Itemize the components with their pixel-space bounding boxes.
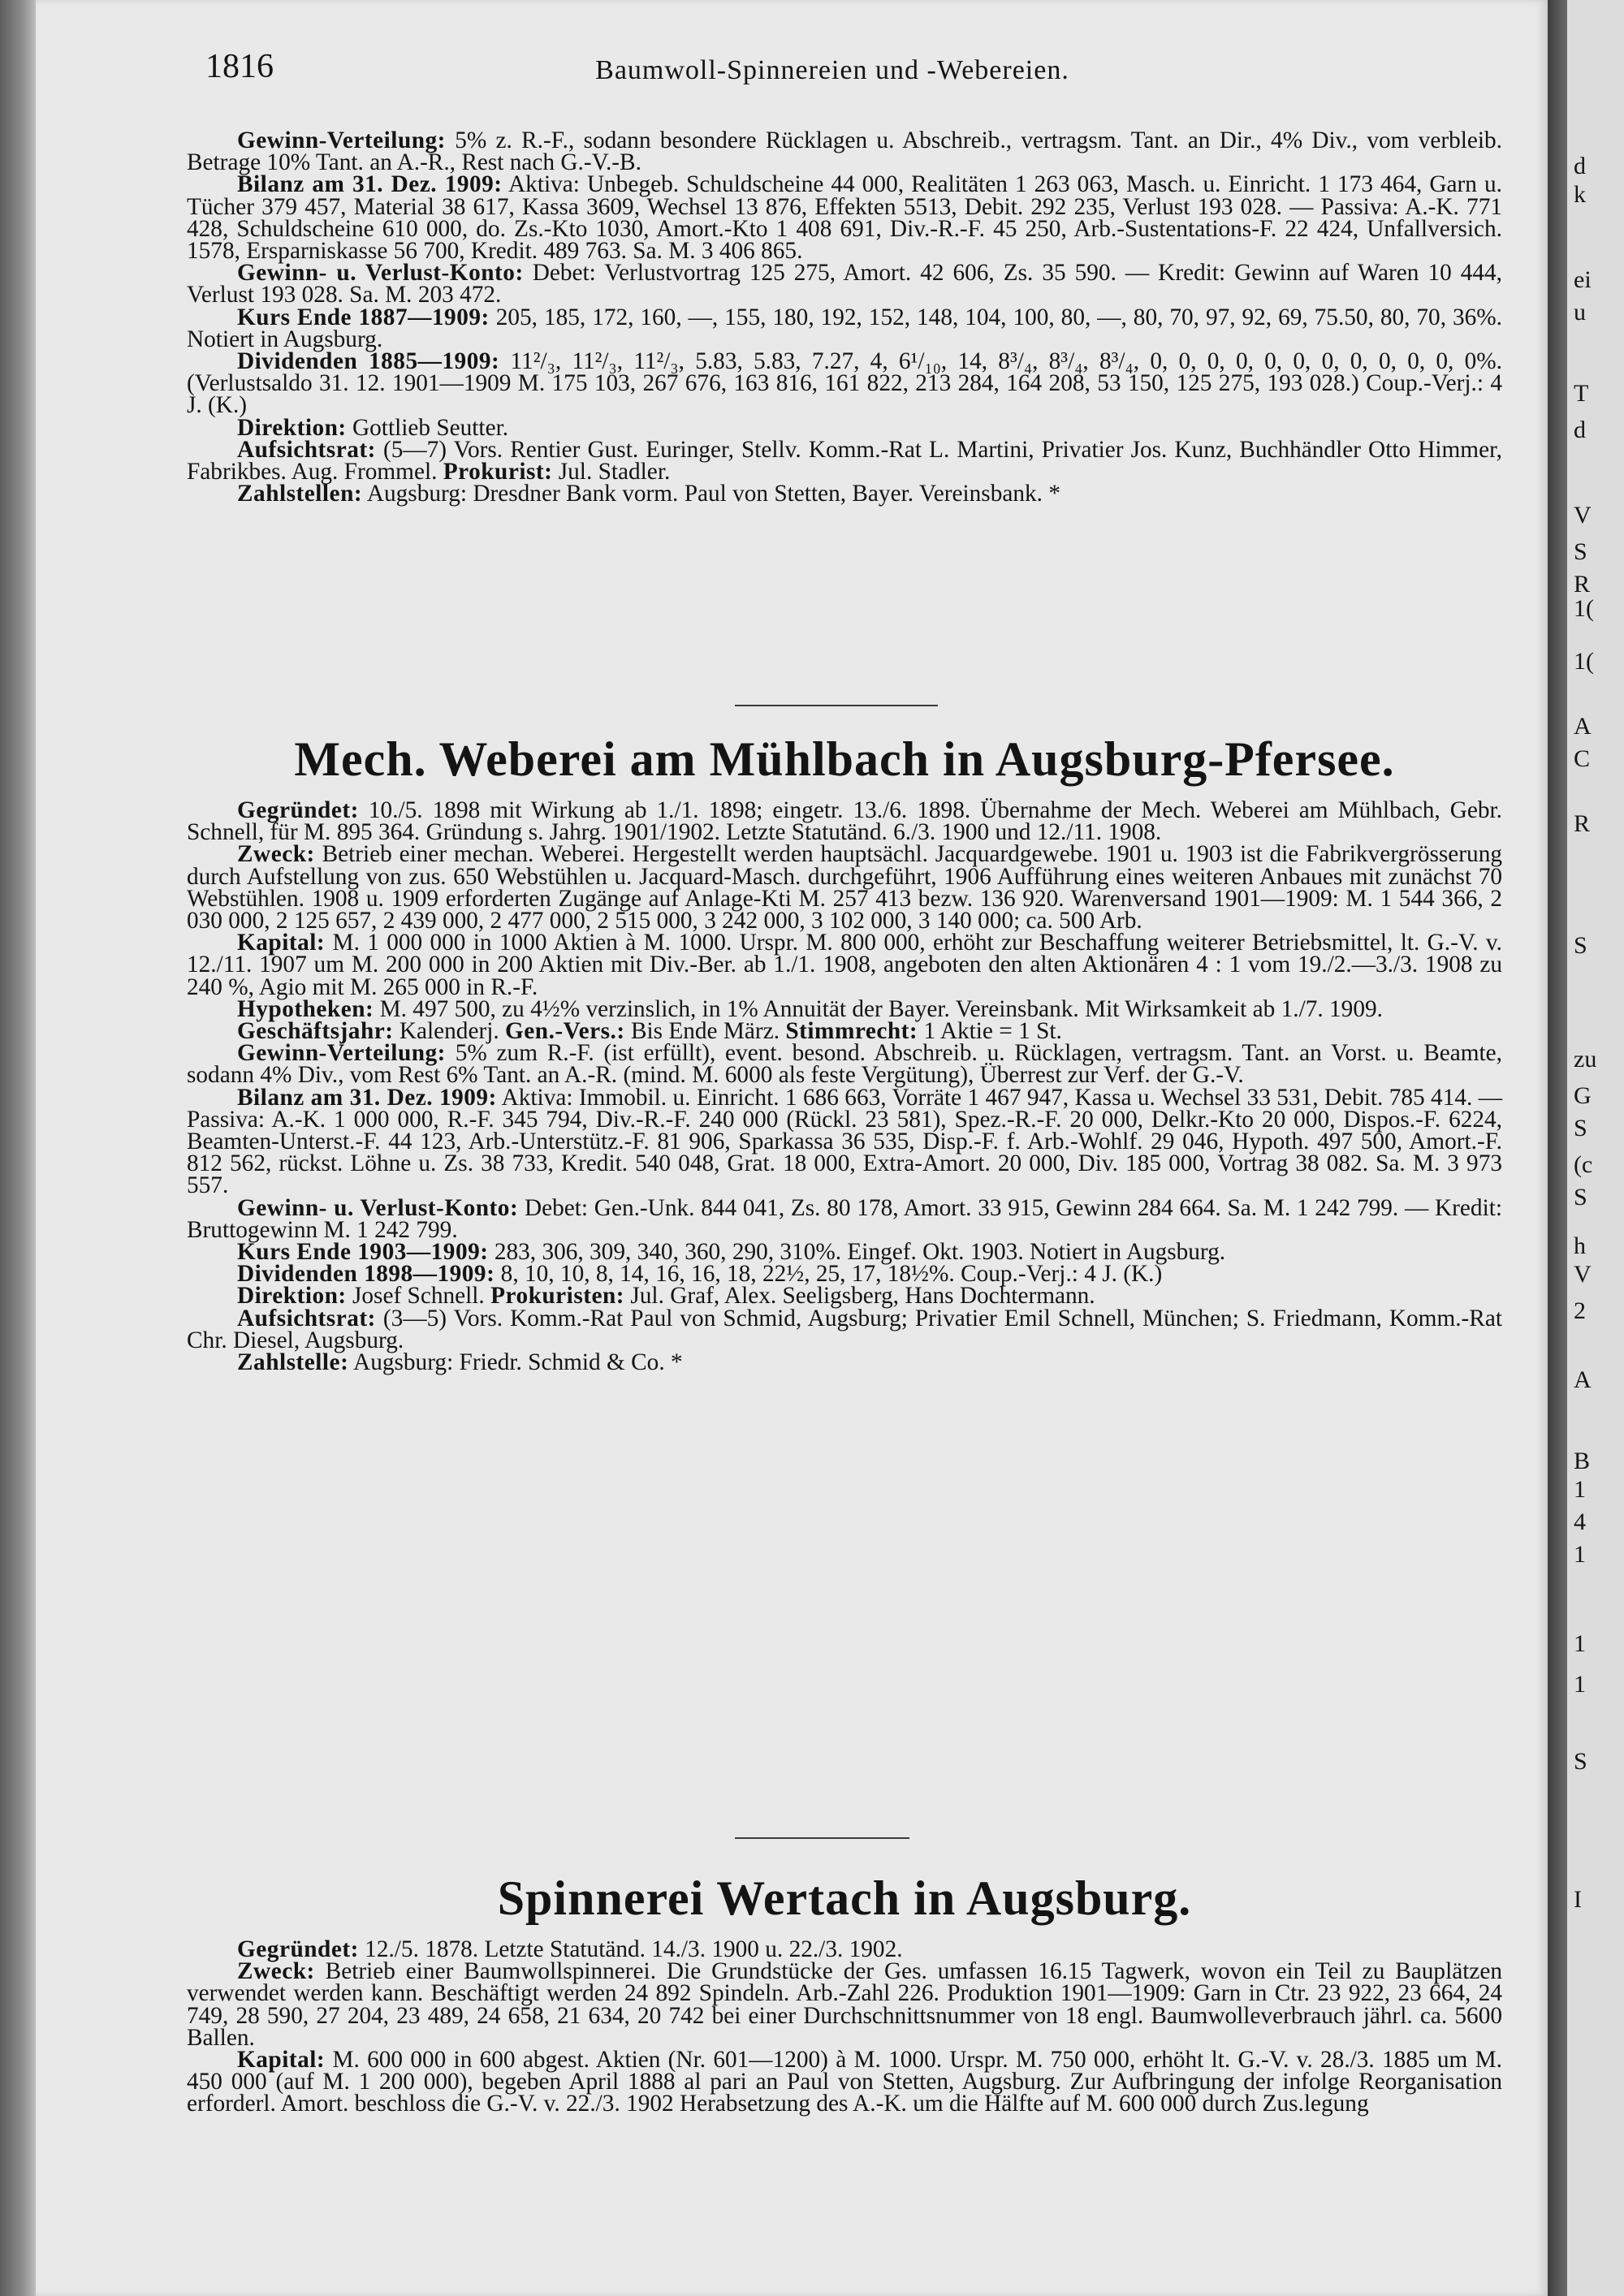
entry-text: Debet: Gen.-Unk. 844 041, Zs. 80 178, Amort. 33 915, Gewinn 284 664. Sa. M. 1 242 799. — Kredit: Bruttogewinn M. 1 242 799. (187, 1194, 1503, 1243)
entry-label: Zahlstelle: (237, 1349, 349, 1376)
next-page-fragment: B (1574, 1448, 1591, 1474)
running-title: Baumwoll-Spinnereien und -Webereien. (595, 55, 1069, 85)
next-page-fragment: 1 (1574, 1630, 1586, 1657)
entry-label: Dividenden 1885—1909: (237, 348, 500, 375)
entry-label: Bilanz am 31. Dez. 1909: (237, 1084, 497, 1111)
footnote-marker: * (670, 1349, 683, 1376)
entry-label: Gen.-Vers.: (505, 1018, 625, 1045)
page-number: 1816 (205, 48, 274, 85)
section-divider (735, 705, 938, 706)
book-binding-shadow (0, 0, 36, 2296)
entry-text: 12./5. 1878. Letzte Statutänd. 14./3. 1900 u. 22./3. 1902. (365, 1936, 903, 1962)
entry-label: Direktion: (237, 414, 347, 441)
entry-text: M. 1 000 000 in 1000 Aktien à M. 1000. Urspr. M. 800 000, erhöht zur Beschaffung weiterer Betriebsmittel, lt. G.-V. v. 12./11. 1907 um M. 200 000 in 200 Aktien mit Div.-Ber. ab 1./1. 1908, angeboten den alten Aktionären 4 : 1 vom 19./2.—3./3. 1908 zu 240 %, Agio mit M. 265 000 in R.-F. (187, 930, 1502, 1000)
entry-text: 5% z. R.-F., sodann besondere Rücklagen u. Abschreib., vertragsm. Tant. an Dir., 4% Div., vom verbleib. Betrage 10% Tant. an A.-R., Rest nach G.-V.-B. (187, 127, 1502, 176)
next-page-fragment: C (1574, 745, 1591, 772)
entry-label: Gewinn- u. Verlust-Konto: (237, 1194, 519, 1221)
entry-label: Gegründet: (237, 797, 359, 823)
next-page-fragment: S (1574, 1115, 1587, 1142)
next-page-fragment: 1 (1574, 1671, 1586, 1698)
entry-text: Gottlieb Seutter. (352, 414, 509, 441)
entry-label: Zahlstellen: (237, 481, 363, 507)
entry-label: Dividenden 1898—1909: (237, 1261, 495, 1288)
entry-text: 5% zum R.-F. (ist erfüllt), event. besond. Abschreib. u. Rücklagen, vertragsm. Tant. an Vorst. u. Beamte, sodann 4% Div., vom Rest 6% Tant. an A.-R. (mind. M. 6000 als feste Vergütung), Überrest zur Verf. der G.-V. (187, 1040, 1502, 1089)
entry-paragraph (187, 1084, 1502, 1199)
entry-text: M. 497 500, zu 4½% verzinslich, in 1% Annuität der Bayer. Vereinsbank. Mit Wirksamkeit ab 1./7. 1909. (379, 995, 1383, 1022)
next-page-fragment: I (1574, 1886, 1582, 1913)
entry-text: Jul. Graf, Alex. Seeligsberg, Hans Dochtermann. (630, 1283, 1095, 1310)
entry-text: 11²/₃, 11²/₃, 11²/₃, 5.83, 5.83, 7.27, 4, 6¹/₁₀, 14, 8³/₄, 8³/₄, 8³/₄, 0, 0, 0, 0, 0, 0, 0, 0, 0, 0, 0, 0%. (Verlustsaldo 31. 12. 1901—1909 M. 175 103, 267 676, 163 816, 161 822, 213 284, 164 208, 53 150, 125 275, 193 028.) Coup.-Verj.: 4 J. (K.) (187, 348, 1502, 419)
entry-label: Kurs Ende 1903—1909: (237, 1239, 489, 1266)
entry-label: Bilanz am 31. Dez. 1909: (237, 171, 503, 198)
entry-paragraph (187, 1040, 1502, 1089)
entry-paragraph (187, 995, 1502, 1022)
entry-paragraph (187, 1958, 1503, 2051)
entry-paragraph (187, 171, 1502, 265)
entry-text: 8, 10, 10, 8, 14, 16, 16, 18, 22½, 25, 17, 18½%. Coup.-Verj.: 4 J. (K.) (500, 1261, 1163, 1288)
entry-paragraph (187, 932, 1502, 999)
entry-text: Aktiva: Immobil. u. Einricht. 1 686 663, Vorräte 1 467 947, Kassa u. Wechsel 33 531, Debit. 785 414. — Passiva: A.-K. 1 000 000, R.-F. 345 794, Div.-R.-F. 240 000 (Rückl. 23 581), Spez.-R.-F. 20 000, Delkr.-Kto 20 000, Dispos.-F. 6224, Beamten-Unterst.-F. 44 123, Arb.-Unterstütz.-F. 81 906, Sparkassa 36 535, Disp.-F. f. Arb.-Wohlf. 29 046, Hypoth. 497 500, Amort.-F. 812 562, rückst. Löhne u. Zs. 38 733, Kredit. 540 048, Grat. 18 000, Extra-Amort. 20 000, Div. 185 000, Vortrag 38 082. Sa. M. 3 973 557. (187, 1084, 1502, 1199)
entry-label: Hypotheken: (237, 995, 374, 1022)
entry-text: Betrieb einer mechan. Weberei. Hergestellt werden hauptsächl. Jacquardgewebe. 1901 u. 1903 ist die Fabrikvergrösserung durch Aufstellung von zus. 650 Webstühlen u. Jacquard-Masch. durchgeführt, 1906 Aufführung eines weiteren Anbaues mit zunächst 70 Webstühlen. 1908 u. 1909 erforderten Zugänge auf Anlage-Kti M. 257 413 bezw. 136 920. Warenversand 1901—1909: M. 1 544 366, 2 030 000, 2 125 657, 2 439 000, 2 477 000, 2 515 000, 3 242 000, 3 102 000, 3 140 000; ca. 500 Arb. (187, 841, 1502, 934)
entry-text: Bis Ende März. (630, 1018, 780, 1045)
entry-label: Kapital: (237, 930, 326, 956)
next-page-fragment: V (1574, 1261, 1592, 1288)
next-page-fragment: k (1574, 181, 1586, 208)
entry-paragraph (187, 1305, 1502, 1353)
section-spinnerei-wertach-body (187, 1936, 1503, 2117)
entry-paragraph (187, 1239, 1502, 1266)
next-page-fragment: (c (1574, 1151, 1593, 1178)
page-header (166, 47, 1498, 96)
entry-label: Prokurist: (443, 459, 553, 486)
entry-text: Augsburg: Friedr. Schmid & Co. (353, 1349, 665, 1376)
section-mech-weberei-body (187, 797, 1503, 1376)
entry-label: Gegründet: (237, 1936, 359, 1962)
entry-label: Aufsichtsrat: (237, 436, 376, 463)
next-page-fragment: S (1574, 932, 1587, 959)
entry-text: M. 600 000 in 600 abgest. Aktien (Nr. 601—1200) à M. 1000. Urspr. M. 750 000, erhöht lt. G.-V. v. 28./3. 1885 um M. 450 000 (auf M. 1 200 000), begeben April 1888 al pari an Paul von Stetten, Augsburg. Zur Aufbringung der infolge Reorganisation erforderl. Amort. beschloss die G.-V. v. 22./3. 1902 Herabsetzung des A.-K. um die Hälfte auf M. 600 000 durch Zus.legung (187, 2047, 1502, 2117)
entry-paragraph (187, 1261, 1502, 1288)
next-page-fragment: zu (1574, 1046, 1597, 1072)
next-page-fragment: A (1574, 1366, 1592, 1393)
entry-paragraph (187, 1018, 1502, 1045)
next-page-fragment: G (1574, 1082, 1592, 1109)
entry-text: 1 Aktie = 1 St. (923, 1018, 1062, 1045)
section-title-spinnerei-wertach: Spinnerei Wertach in Augsburg. (497, 1871, 1192, 1925)
entry-label: Stimmrecht: (785, 1018, 918, 1045)
section-title-mech-weberei: Mech. Weberei am Mühlbach in Augsburg-Pfersee. (294, 732, 1395, 786)
entry-paragraph (187, 348, 1502, 419)
entry-paragraph (187, 304, 1503, 352)
entry-paragraph (187, 127, 1502, 176)
next-page-fragment: R (1574, 571, 1591, 598)
entry-text: Kalenderj. (399, 1018, 499, 1045)
next-page-fragment: d (1574, 416, 1586, 443)
next-page-fragment: S (1574, 538, 1587, 565)
next-page-fragment: S (1574, 1748, 1587, 1775)
next-page-fragment: 2 (1574, 1297, 1586, 1324)
entry-paragraph (187, 1936, 1502, 1962)
next-page-fragment: T (1574, 380, 1589, 407)
entry-text: Aktiva: Unbegeb. Schuldscheine 44 000, Realitäten 1 263 063, Masch. u. Einricht. 1 173 464, Garn u. Tücher 379 457, Material 38 617, Kassa 3609, Wechsel 13 876, Effekten 5513, Debit. 292 235, Verlust 193 028. — Passiva: A.-K. 771 428, Schuldscheine 610 000, do. Zs.-Kto 1030, Amort.-Kto 1 408 691, Div.-R.-F. 45 250, Arb.-Sustentations-F. 22 424, Unfallversich. 1578, Ersparniskasse 56 700, Kredit. 489 763. Sa. M. 3 406 865. (187, 171, 1502, 265)
entry-paragraph (187, 260, 1502, 309)
entry-text: 205, 185, 172, 160, —, 155, 180, 192, 152, 148, 104, 100, 80, —, 80, 70, 97, 92, 69, 75.50, 80, 70, 36%. Notiert in Augsburg. (187, 304, 1503, 352)
next-page-fragment: u (1574, 299, 1586, 326)
entry-text: (3—5) Vors. Komm.-Rat Paul von Schmid, Augsburg; Privatier Emil Schnell, München; S. Friedmann, Komm.-Rat Chr. Diesel, Augsburg. (187, 1305, 1502, 1353)
footnote-marker: * (1048, 481, 1060, 507)
entry-label: Zweck: (237, 1958, 315, 1985)
entry-paragraph (187, 483, 1502, 505)
entry-label: Prokuristen: (490, 1283, 625, 1310)
entry-paragraph (187, 436, 1502, 486)
entry-text: Debet: Verlustvortrag 125 275, Amort. 42 606, Zs. 35 590. — Kredit: Gewinn auf Waren 10 444, Verlust 193 028. Sa. M. 203 472. (187, 260, 1502, 309)
entry-text: (5—7) Vors. Rentier Gust. Euringer, Stellv. Komm.-Rat L. Martini, Privatier Jos. Kunz, Buchhändler Otto Himmer, Fabrikbes. Aug. Frommel. (187, 436, 1502, 486)
section-continued-entry (187, 127, 1503, 507)
entry-label: Geschäftsjahr: (237, 1018, 394, 1045)
entry-paragraph (187, 414, 1502, 441)
entry-label: Gewinn-Verteilung: (237, 1040, 446, 1067)
entry-paragraph (187, 841, 1502, 934)
next-page-fragment: 1( (1574, 595, 1594, 622)
entry-text: 10./5. 1898 mit Wirkung ab 1./1. 1898; eingetr. 13./6. 1898. Übernahme der Mech. Weberei am Mühlbach, Gebr. Schnell, für M. 895 364. Gründung s. Jahrg. 1901/1902. Letzte Statutänd. 6./3. 1900 und 12./11. 1908. (187, 797, 1503, 846)
next-page-edge (1567, 0, 1624, 2296)
next-page-fragment: 4 (1574, 1508, 1586, 1535)
section-divider (735, 1837, 909, 1839)
next-page-fragment: 1 (1574, 1541, 1586, 1568)
entry-text: Betrieb einer Baumwollspinnerei. Die Grundstücke der Ges. umfassen 16.15 Tagwerk, wovon ein Teil zu Bauplätzen verwendet werden kann. Beschäftigt werden 24 892 Spindeln. Arb.-Zahl 226. Produktion 1901—1909: Garn in Ctr. 23 922, 23 664, 24 749, 28 590, 27 204, 23 489, 24 658, 21 634, 20 742 bei einer Durchschnittsnummer von 18 engl. Baumwolleverbrauch jährl. ca. 5600 Ballen. (187, 1958, 1503, 2051)
entry-paragraph (187, 1283, 1502, 1310)
entry-paragraph (187, 797, 1503, 846)
entry-paragraph (187, 1194, 1503, 1243)
entry-label: Gewinn- u. Verlust-Konto: (237, 260, 524, 287)
entry-label: Kurs Ende 1887—1909: (237, 304, 490, 330)
next-page-fragment: h (1574, 1232, 1586, 1259)
entry-label: Direktion: (237, 1283, 347, 1310)
next-page-fragment: d (1574, 153, 1586, 179)
entry-label: Zweck: (237, 841, 315, 868)
entry-text: 283, 306, 309, 340, 360, 290, 310%. Eingef. Okt. 1903. Notiert in Augsburg. (494, 1239, 1226, 1266)
entry-label: Gewinn-Verteilung: (237, 127, 446, 153)
next-page-fragment: 1( (1574, 648, 1594, 675)
entry-paragraph (187, 1349, 1502, 1376)
entry-label: Aufsichtsrat: (237, 1305, 376, 1331)
entry-text: Josef Schnell. (352, 1283, 485, 1310)
next-page-fragment: 1 (1574, 1476, 1586, 1503)
next-page-fragment: S (1574, 1184, 1587, 1211)
next-page-fragment: V (1574, 502, 1592, 529)
entry-text: Jul. Stadler. (558, 459, 671, 486)
next-page-fragment: R (1574, 810, 1591, 837)
entry-text: Augsburg: Dresdner Bank vorm. Paul von Stetten, Bayer. Vereinsbank. (366, 481, 1043, 507)
entry-paragraph (187, 2049, 1502, 2116)
next-page-fragment: A (1574, 713, 1592, 740)
entry-label: Kapital: (237, 2047, 326, 2074)
page-gutter (1548, 0, 1567, 2296)
next-page-fragment: ei (1574, 266, 1592, 293)
